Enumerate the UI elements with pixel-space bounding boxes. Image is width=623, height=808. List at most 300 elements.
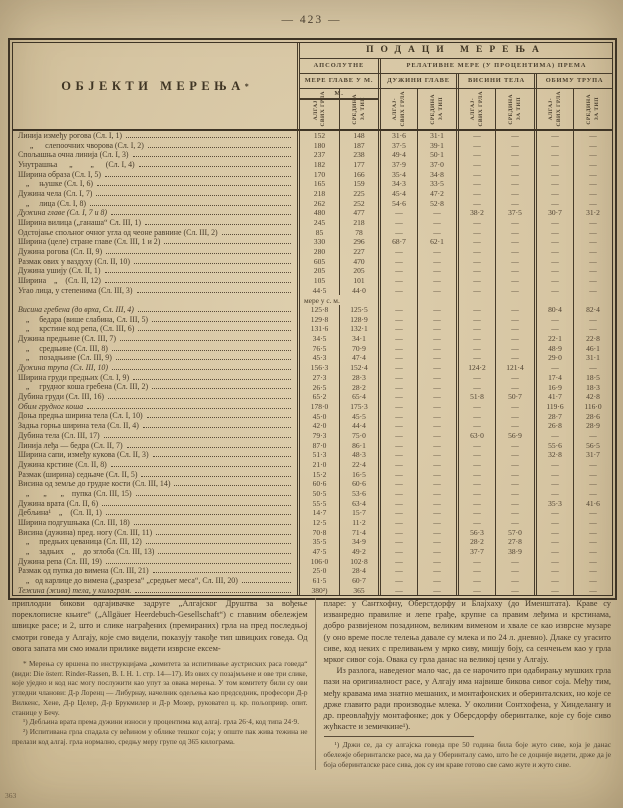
cell-value: — [573,576,612,586]
cell-value: 12·5 [312,517,327,527]
table-row [13,315,612,325]
row-label: Размак ових у ваздуху (Сл. II, 10) [18,256,130,266]
cell-value: 53·6 [339,489,378,499]
cell-value: — [378,479,417,489]
cell-value: — [573,286,612,296]
cell-value: — [456,324,495,334]
cell-value: — [495,170,534,180]
cell-value: 63·0 [456,431,495,441]
cell-value: 480 [313,208,326,218]
cell-value: — [378,470,417,480]
cell-value: — [378,286,417,296]
cell-value: 330 [313,237,326,247]
cell-value: 252 [339,199,378,209]
table-row [13,499,612,509]
cell-value: 57·0 [495,528,534,538]
cell-value: — [378,450,417,460]
row-label: Ширина вилица („ганаша“ Сл. III, 1) [18,218,142,228]
cell-value: — [495,382,534,392]
cell-value: — [378,315,417,325]
table-row [13,489,612,499]
cell-value: — [456,344,495,354]
cell-value: 52·8 [417,199,456,209]
cell-value: 60·6 [339,479,378,489]
row-label: Висина (дужина) пред. ногу (Сл. III, 11) [18,527,153,537]
cell-value: 106·0 [310,556,329,566]
cell-value: — [456,441,495,451]
cell-value: — [573,566,612,576]
cell-value: 177 [339,160,378,170]
cell-value: — [534,470,573,480]
cell-value: — [534,131,573,141]
cell-value: — [417,411,456,421]
body-text [12,598,611,770]
cell-value: 18·3 [573,382,612,392]
row-label-cell [13,257,300,267]
cell-value: — [417,566,456,576]
cell-value: — [378,382,417,392]
cell-value: — [495,286,534,296]
cell-value: — [378,460,417,470]
table-row [13,402,612,412]
measurement-table [12,42,613,596]
row-label-cell [13,286,300,296]
row-label-cell [13,170,300,180]
cell-value: — [378,528,417,538]
cell-value: — [417,460,456,470]
table-row [13,208,612,218]
sub-header-absolute: МЕРЕ ГЛАВЕ У М. М. [300,74,378,100]
cell-value: 17·4 [534,373,573,383]
cell-value: 71·4 [339,528,378,538]
table-row [13,373,612,383]
row-label-cell [13,557,300,567]
cell-value: — [495,353,534,363]
column-header-algaj-all-head [534,89,573,129]
cell-value: 34·1 [339,334,378,344]
cell-value: 44·4 [339,421,378,431]
cell-value: — [378,218,417,228]
rotated-header-text: ЗА ТИП [593,97,600,121]
cell-value: — [495,141,534,151]
row-label: „ средњине (Сл. III, 8) [18,343,108,353]
cell-value: — [495,489,534,499]
column-header-type-average [417,89,456,129]
cell-value: 49·4 [378,150,417,160]
cell-value: — [456,518,495,528]
leader-dots [112,369,291,370]
cell-value: — [534,528,573,538]
row-label: Угао лица, у степенима (Сл. III, 3) [18,285,133,295]
cell-value: 37·7 [456,547,495,557]
cell-value: 50·7 [495,392,534,402]
footnote: ²) Испитивана грла спадала су већином у облике тешког соја; у опште пак жива тежина не прелази код алгај. грла нормално, средњу меру групе од 365 килограма. [12,726,308,746]
cell-value: 166 [339,170,378,180]
cell-value: — [456,470,495,480]
sheet-signature: 363 [5,791,17,800]
page-number: — 423 — [281,14,342,26]
cell-value: 41·6 [573,499,612,509]
cell-value: 30·7 [534,208,573,218]
cell-value: 22·4 [339,460,378,470]
cell-value: — [534,518,573,528]
cell-value: 47·5 [312,546,327,556]
cell-value: — [417,286,456,296]
cell-value: 280 [313,247,326,257]
cell-value: 129·8 [310,314,329,324]
table-row [13,528,612,538]
leader-dots [138,330,291,331]
row-label: Обим грудног коша [18,401,84,411]
cell-value: 156·3 [310,363,329,373]
table-row [13,450,612,460]
column-header-type-average [573,89,612,129]
cell-value: — [534,189,573,199]
row-label-cell [13,353,300,363]
row-label-cell [13,199,300,209]
objects-header-footnote-mark: * [244,81,249,91]
cell-value: — [495,557,534,567]
cell-value: — [534,315,573,325]
row-label-cell [13,208,300,218]
cell-value: 148 [339,131,378,141]
cell-value: — [417,334,456,344]
cell-value: — [417,470,456,480]
footnote-rule [324,736,474,737]
cell-value: — [573,518,612,528]
row-label-cell [13,150,300,160]
cell-value: 65·4 [339,392,378,402]
table-row [13,324,612,334]
cell-value: — [495,189,534,199]
cell-value: 187 [339,141,378,151]
cell-value: — [417,305,456,315]
table-row [13,576,612,586]
row-label-cell [13,344,300,354]
cell-value: — [495,411,534,421]
cell-value: — [534,431,573,441]
cell-value: — [534,363,573,373]
cell-value: 44·0 [339,286,378,296]
cell-value: 31·2 [573,208,612,218]
cell-value: 125·5 [339,305,378,315]
row-label: Ширина „ (Сл. II, 12) [18,276,101,286]
row-label: Висина гребена (до врха, Сл. III, 4) [18,305,134,315]
row-label-cell [13,218,300,228]
row-label-cell [13,489,300,499]
rotated-header-text: ЗА ТИП [515,97,522,121]
cell-value: — [534,141,573,151]
cell-value: 218 [339,218,378,228]
table-row [13,266,612,276]
cell-value: — [495,441,534,451]
cell-value: — [573,479,612,489]
cell-value: 68·7 [378,237,417,247]
cell-value: 175·3 [339,402,378,412]
cell-value: — [573,179,612,189]
row-label-cell [13,141,300,151]
cell-value: — [573,170,612,180]
cell-value: — [417,441,456,451]
cell-value: 128·9 [339,315,378,325]
row-label-cell [13,266,300,276]
cell-value: — [456,257,495,267]
cell-value [534,295,573,305]
leader-dots [152,388,291,389]
cell-value: — [495,402,534,412]
cell-value: — [573,247,612,257]
row-label-cell [13,450,300,460]
row-label-cell [13,421,300,431]
cell-value [456,295,495,305]
leader-dots [127,447,291,448]
leader-dots [152,321,291,322]
cell-value: 26·8 [534,421,573,431]
column-header-algaj-all-head [300,89,339,129]
cell-value: 178·0 [310,401,329,411]
row-label: Размак (ширина) седњаче (Сл. II, 5) [18,469,138,479]
unit-separator-row [13,295,612,305]
sub-header-body-height: ВИСИНИ ТЕЛА [456,74,534,100]
cell-value: — [534,199,573,209]
cell-value: 60·6 [312,479,327,489]
cell-value: 119·6 [534,402,573,412]
row-label: Дубина тела (Сл. III, 17) [18,430,100,440]
cell-value: 75·0 [339,431,378,441]
cell-value: — [378,363,417,373]
row-label-cell [13,576,300,586]
cell-value: — [378,305,417,315]
cell-value: — [378,334,417,344]
group-relative-label: РЕЛАТИВНЕ МЕРЕ (У ПРОЦЕНТИМА) ПРЕМА [378,59,612,73]
cell-value: — [417,208,456,218]
cell-value: 42·8 [573,392,612,402]
row-label: Задња горња ширина тела (Сл. II, 4) [18,421,139,431]
rotated-header-text: ЗА ТИП [359,97,366,121]
row-label-cell [13,189,300,199]
table-row [13,276,612,286]
row-label: Дужина врата (Сл. II, 6) [18,498,99,508]
leader-dots [158,553,291,554]
cell-value: 28·7 [534,411,573,421]
cell-value: 21·0 [312,459,327,469]
cell-value: — [573,431,612,441]
cell-value: — [573,363,612,373]
table-row [13,547,612,557]
cell-value: — [495,228,534,238]
cell-value: 205 [339,266,378,276]
cell-value: — [495,518,534,528]
leader-dots [147,417,291,418]
cell-value: — [495,324,534,334]
text-column-left [12,598,315,770]
cell-value: — [534,489,573,499]
row-label: Дужина крстине (Сл. II, 8) [18,459,107,469]
leader-dots [136,495,291,496]
column-header-algaj-all-head [378,89,417,129]
leader-dots [112,350,291,351]
cell-value: — [534,247,573,257]
cell-value: — [495,470,534,480]
table-row [13,170,612,180]
row-label-cell [13,276,300,286]
cell-value: — [378,489,417,499]
leader-dots [105,176,291,177]
cell-value: — [417,528,456,538]
cell-value: — [495,150,534,160]
cell-value: — [378,373,417,383]
cell-value: — [378,431,417,441]
cell-value: 56·3 [456,528,495,538]
rotated-header-row [300,89,612,129]
cell-value: — [456,286,495,296]
cell-value: 47·4 [339,353,378,363]
row-label: Дужина трупа (Сл. III, 10) [18,363,108,373]
cell-value: — [573,266,612,276]
text-column-right [315,598,612,770]
cell-value: — [417,266,456,276]
cell-value: — [456,305,495,315]
cell-value: 159 [339,179,378,189]
leader-dots [126,137,291,138]
table-row [13,344,612,354]
rotated-header-text: СРЕДИНА [430,93,437,125]
cell-value: 102·8 [339,557,378,567]
table-row [13,237,612,247]
cell-value: — [534,460,573,470]
cell-value: 245 [313,218,326,228]
cell-value: 152 [313,131,326,141]
row-label-cell [13,518,300,528]
table-row [13,189,612,199]
data-header-section [300,43,612,129]
cell-value: — [534,257,573,267]
leader-dots [90,205,291,206]
cell-value [417,295,456,305]
cell-value: — [378,247,417,257]
cell-value: — [495,218,534,228]
leader-dots [111,214,291,215]
cell-value: — [573,315,612,325]
cell-value: 65·2 [312,392,327,402]
cell-value: — [534,566,573,576]
leader-dots [135,592,291,593]
cell-value: — [378,266,417,276]
cell-value: 16·9 [534,382,573,392]
cell-value: 121·4 [495,363,534,373]
cell-value: — [378,421,417,431]
table-row [13,286,612,296]
cell-value: 380²) [311,585,328,595]
cell-value: — [495,179,534,189]
cell-value: — [417,576,456,586]
cell-value: — [456,218,495,228]
cell-value: — [456,450,495,460]
cell-value: — [573,131,612,141]
table-row [13,392,612,402]
cell-value: 37·5 [378,141,417,151]
cell-value: — [573,547,612,557]
cell-value: 125·8 [310,305,329,315]
cell-value: — [417,276,456,286]
leader-dots [106,253,291,254]
cell-value: 31·1 [417,131,456,141]
row-label: Размак од пупка до вимена (Сл. III, 21) [18,566,149,576]
leader-dots [156,534,291,535]
rotated-header-text: СВИХ ГРЛА [555,91,562,127]
cell-value: — [573,489,612,499]
cell-value: 605 [313,256,326,266]
cell-value: — [378,518,417,528]
cell-value: 237 [313,150,326,160]
cell-value: — [456,228,495,238]
row-label: Дебљина¹ „ (Сл. II, 1) [18,508,102,518]
cell-value: 27·3 [312,372,327,382]
table-row [13,441,612,451]
table-row [13,518,612,528]
table-row [13,470,612,480]
cell-value: 70·9 [339,344,378,354]
cell-value: 132·1 [339,324,378,334]
row-label-cell [13,373,300,383]
cell-value: 34·3 [378,179,417,189]
cell-value: 55·5 [312,498,327,508]
cell-value: — [456,353,495,363]
footnote: * Мерења су вршена по инструкцијама „комитета за испитивање аустриских раса говеда“ (види: Die österr. Rinder-Rassen, B. I. H. 1. стр. 14—17). Из ових су позајмљене и ове три слике, које уједно и код нас могу послужити као упут за овака мерења. У том комитету били су ови угледни чланови: Д-р Лоренц — Либурнау, начелник одељења као председник, професори Д-р Вилкенс, Хене, Д-р Целер, Д-р Брукмилер и Д-р Мозер, руковател ц. кр. пољопривр. опит. станице у Бечу. [12,659,308,717]
cell-value: 45·5 [339,411,378,421]
table-row [13,334,612,344]
cell-value: — [573,460,612,470]
cell-value: 165 [313,179,326,189]
cell-value: 101 [339,276,378,286]
cell-value: 62·1 [417,237,456,247]
table-row [13,150,612,160]
leader-dots [137,292,291,293]
cell-value: 29·0 [534,353,573,363]
cell-value: — [417,450,456,460]
sub-header-row [300,74,612,97]
cell-value: — [456,382,495,392]
row-label-cell [13,247,300,257]
cell-value: 470 [339,257,378,267]
cell-value: 87·0 [312,440,327,450]
cell-value: — [417,508,456,518]
cell-value: — [378,257,417,267]
body-paragraph: Из разлога, наведеног мало час, да се нарочито при одабирању мушких грла пази на оригиналност расе, у Алгају има највише бикова сивог соја. Међу тим, међу кравама има знатно мешаних, и монтафонских и оберинталских, но које се држе главито ради производње млека. У околини Сонтхофена, у Хинделангу и др. преовлађују монтафонке; док у Оберсдорфу оберинталке, које су боје сиво жућкасте и земичкине¹). [323,666,611,732]
row-label: „ „ „ пупка (Сл. III, 15) [18,488,132,498]
cell-value: 27·8 [495,537,534,547]
cell-value: — [378,276,417,286]
cell-value: 131·6 [310,324,329,334]
row-label: „ њушке (Сл. I, 6) [18,179,94,189]
table-row [13,141,612,151]
cell-value: — [417,557,456,567]
footnote-block [12,659,308,746]
cell-value: 50·5 [312,488,327,498]
cell-value: — [378,228,417,238]
cell-value: — [534,547,573,557]
cell-value: — [534,324,573,334]
cell-value: — [417,537,456,547]
cell-value: 34·8 [417,170,456,180]
cell-value [495,295,534,305]
cell-value: 238 [339,150,378,160]
cell-value: — [378,392,417,402]
cell-value: — [534,508,573,518]
cell-value: — [534,276,573,286]
row-label-cell [13,537,300,547]
row-label-cell [13,295,300,305]
